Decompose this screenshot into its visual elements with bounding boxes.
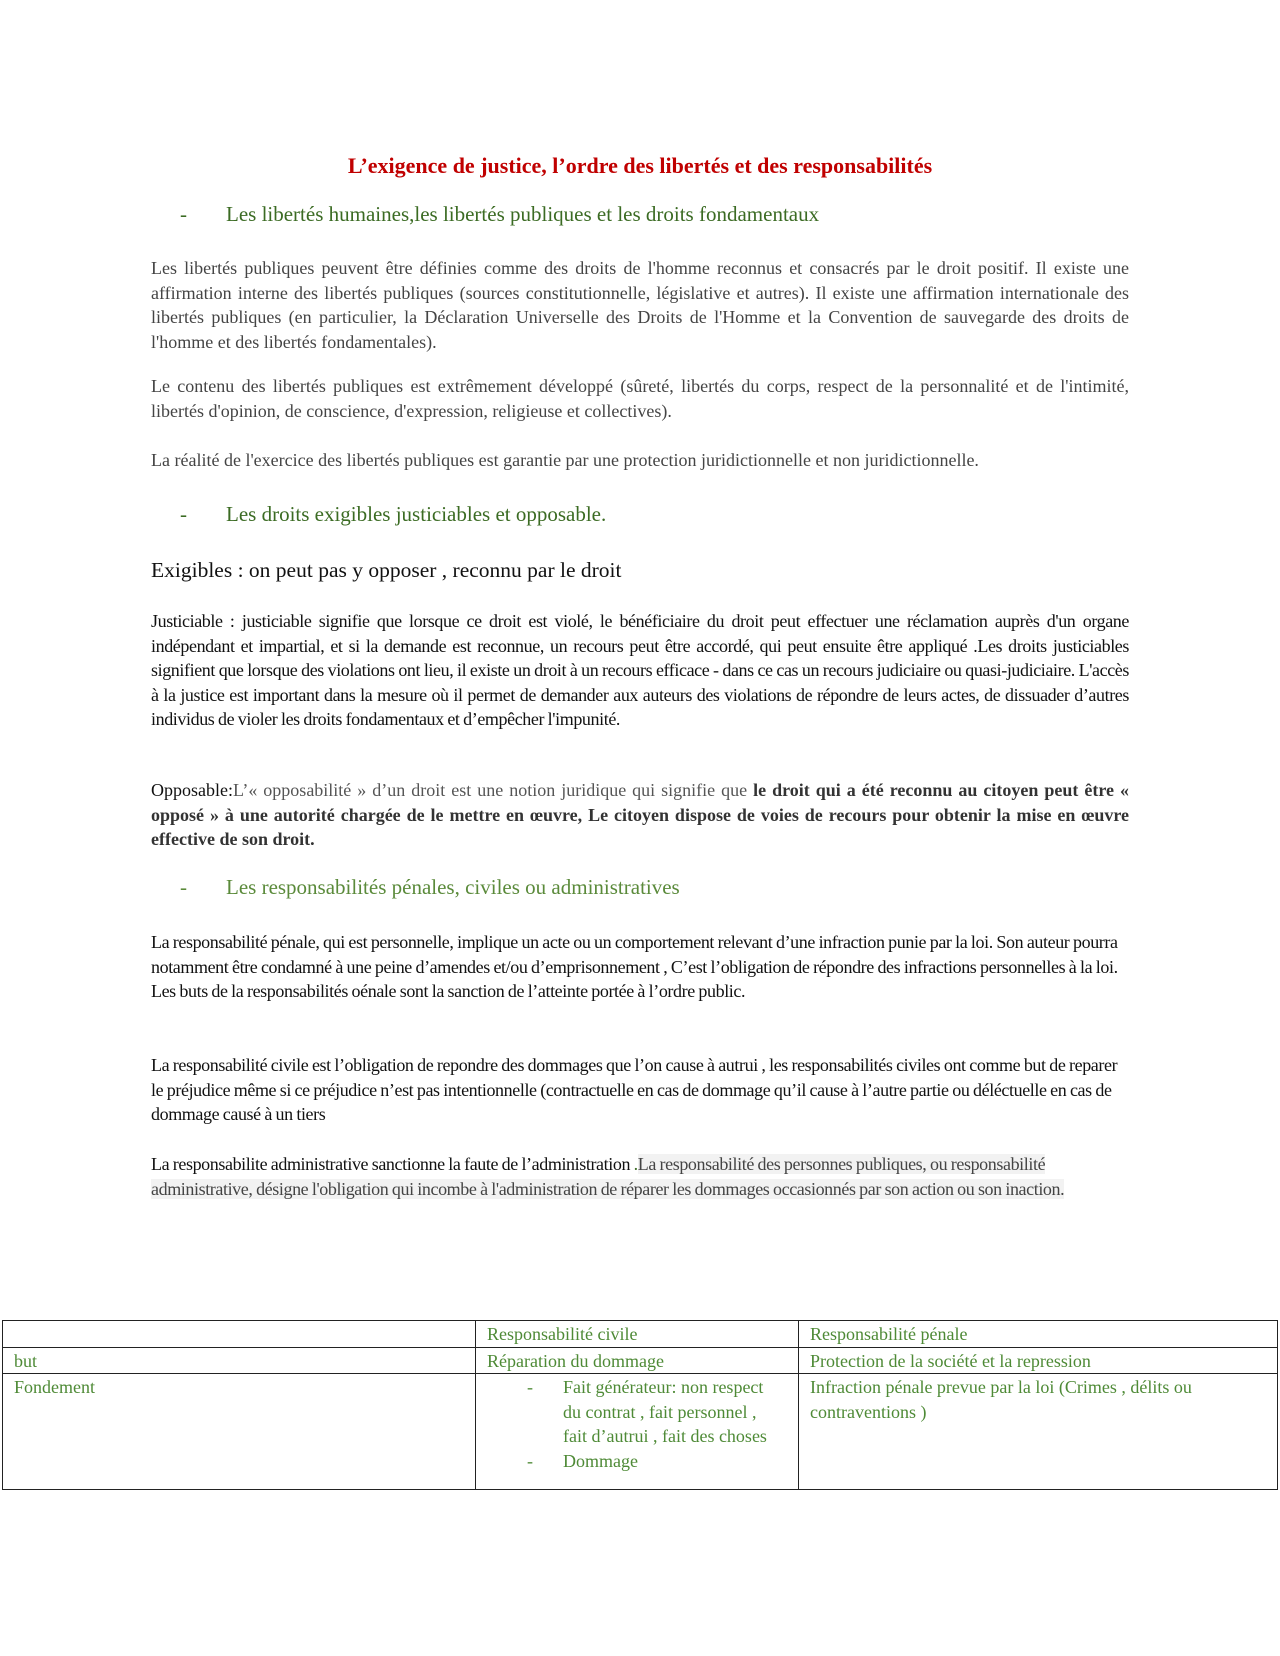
opposable-bold-text: le droit qui a été reconnu au citoyen peut être « opposé » à une autorité chargée de le mettre en œuvre, Le citoyen dispose de voies de recours pour obtenir la mise en œuvre effective de son droit.: [151, 780, 1129, 849]
section-heading-responsabilites: [180, 874, 680, 900]
paragraph-opposable: [151, 778, 1129, 852]
paragraph-responsabilite-penale: La responsabilité pénale, qui est personnelle, implique un acte ou un comportement relevant d’une infraction punie par la loi. Son auteur pourra notamment être condamné à une peine d’amendes et/ou d’emprisonnement , C’est l’obligation de répondre des infractions personnelles à la loi. Les buts de la responsabilités oénale sont la sanction de l’atteinte portée à l’ordre public.: [151, 932, 1118, 1001]
table-header-empty: [3, 1321, 476, 1348]
heading-text: Les responsabilités pénales, civiles ou administratives: [226, 875, 680, 899]
bullet-dash: -: [180, 502, 187, 526]
table-cell-label: Fondement: [3, 1374, 476, 1490]
table-header-penale: Responsabilité pénale: [799, 1321, 1278, 1348]
opposable-label: Opposable:: [151, 780, 233, 800]
table-cell-civile: Réparation du dommage: [476, 1347, 799, 1374]
table-cell-penale: Protection de la société et la repression: [799, 1347, 1278, 1374]
paragraph-contenu: Le contenu des libertés publiques est extrêmement développé (sûreté, libertés du corps, respect de la personnalité et de l'intimité, libertés d'opinion, de conscience, d'expression, religieuse et collectives).: [151, 376, 1129, 421]
heading-text: Les droits exigibles justiciables et opposable.: [226, 502, 607, 526]
document-title: L’exigence de justice, l’ordre des libertés et des responsabilités: [347, 153, 933, 178]
paragraph-responsabilite-civile: La responsabilité civile est l’obligation de repondre des dommages que l’on cause à autrui , les responsabilités civiles ont comme but de reparer le préjudice même si ce préjudice n’est pas intentionnelle (contractuelle en cas de dommage qu’il cause à l’autre partie ou déléctuelle en cas de dommage causé à un tiers: [151, 1055, 1118, 1124]
table-row: [3, 1374, 1278, 1490]
administrative-text: La responsabilite administrative sanctionne la faute de l’administration: [151, 1154, 634, 1174]
paragraph-realite: La réalité de l'exercice des libertés publiques est garantie par une protection juridictionnelle et non juridictionnelle.: [151, 450, 979, 470]
heading-text: Les libertés humaines,les libertés publiques et les droits fondamentaux: [226, 202, 820, 226]
table-cell-penale: Infraction pénale prevue par la loi (Crimes , délits ou contraventions ): [799, 1374, 1278, 1490]
bullet-dash: -: [180, 875, 187, 899]
administrative-dot: .: [633, 1154, 638, 1174]
paragraph-responsabilite-administrative: [151, 1152, 1129, 1201]
comparison-table: [2, 1320, 1278, 1490]
table-cell-civile-list: [476, 1374, 799, 1490]
fondement-civile-list: [487, 1375, 787, 1473]
list-item: - Fait générateur: non respect du contrat , fait personnel , fait d’autrui , fait des choses: [527, 1375, 773, 1449]
table-cell-label: but: [3, 1347, 476, 1374]
paragraph-exigibles: Exigibles : on peut pas y opposer , reconnu par le droit: [151, 558, 622, 582]
paragraph-definition: Les libertés publiques peuvent être définies comme des droits de l'homme reconnus et consacrés par le droit positif. Il existe une affirmation interne des libertés publiques (sources constitutionnelle, législative et autres). Il existe une affirmation internationale des libertés publiques (en particulier, la Déclaration Universelle des Droits de l'Homme et la Convention de sauvegarde des droits de l'homme et des libertés fondamentales).: [151, 258, 1129, 352]
opposable-text: L’« opposabilité » d’un droit est une notion juridique qui signifie que: [232, 780, 754, 800]
table-header-civile: Responsabilité civile: [476, 1321, 799, 1348]
table-header-row: [3, 1321, 1278, 1348]
table-row: [3, 1347, 1278, 1374]
list-item: - Dommage: [527, 1449, 773, 1474]
section-heading-libertes: [180, 201, 819, 227]
paragraph-justiciable: Justiciable : justiciable signifie que lorsque ce droit est violé, le bénéficiaire du droit peut effectuer une réclamation auprès d'un organe indépendant et impartial, et si la demande est reconnue, un recours peut être accordé, qui peut ensuite être appliqué .Les droits justiciables signifient que lorsque des violations ont lieu, il existe un droit à un recours efficace - dans ce cas un recours judiciaire ou quasi-judiciaire. L'accès à la justice est important dans la mesure où il permet de demander aux auteurs des violations de répondre de leurs actes, de dissuader d’autres individus de violer les droits fondamentaux et d’empêcher l'impunité.: [151, 611, 1129, 729]
administrative-highlighted-text: La responsabilité des personnes publiques, ou responsabilité administrative, désigne l'obligation qui incombe à l'administration de réparer les dommages occasionnés par son action ou son inaction.: [151, 1154, 1065, 1199]
bullet-dash: -: [180, 202, 187, 226]
section-heading-droits: [180, 501, 606, 527]
